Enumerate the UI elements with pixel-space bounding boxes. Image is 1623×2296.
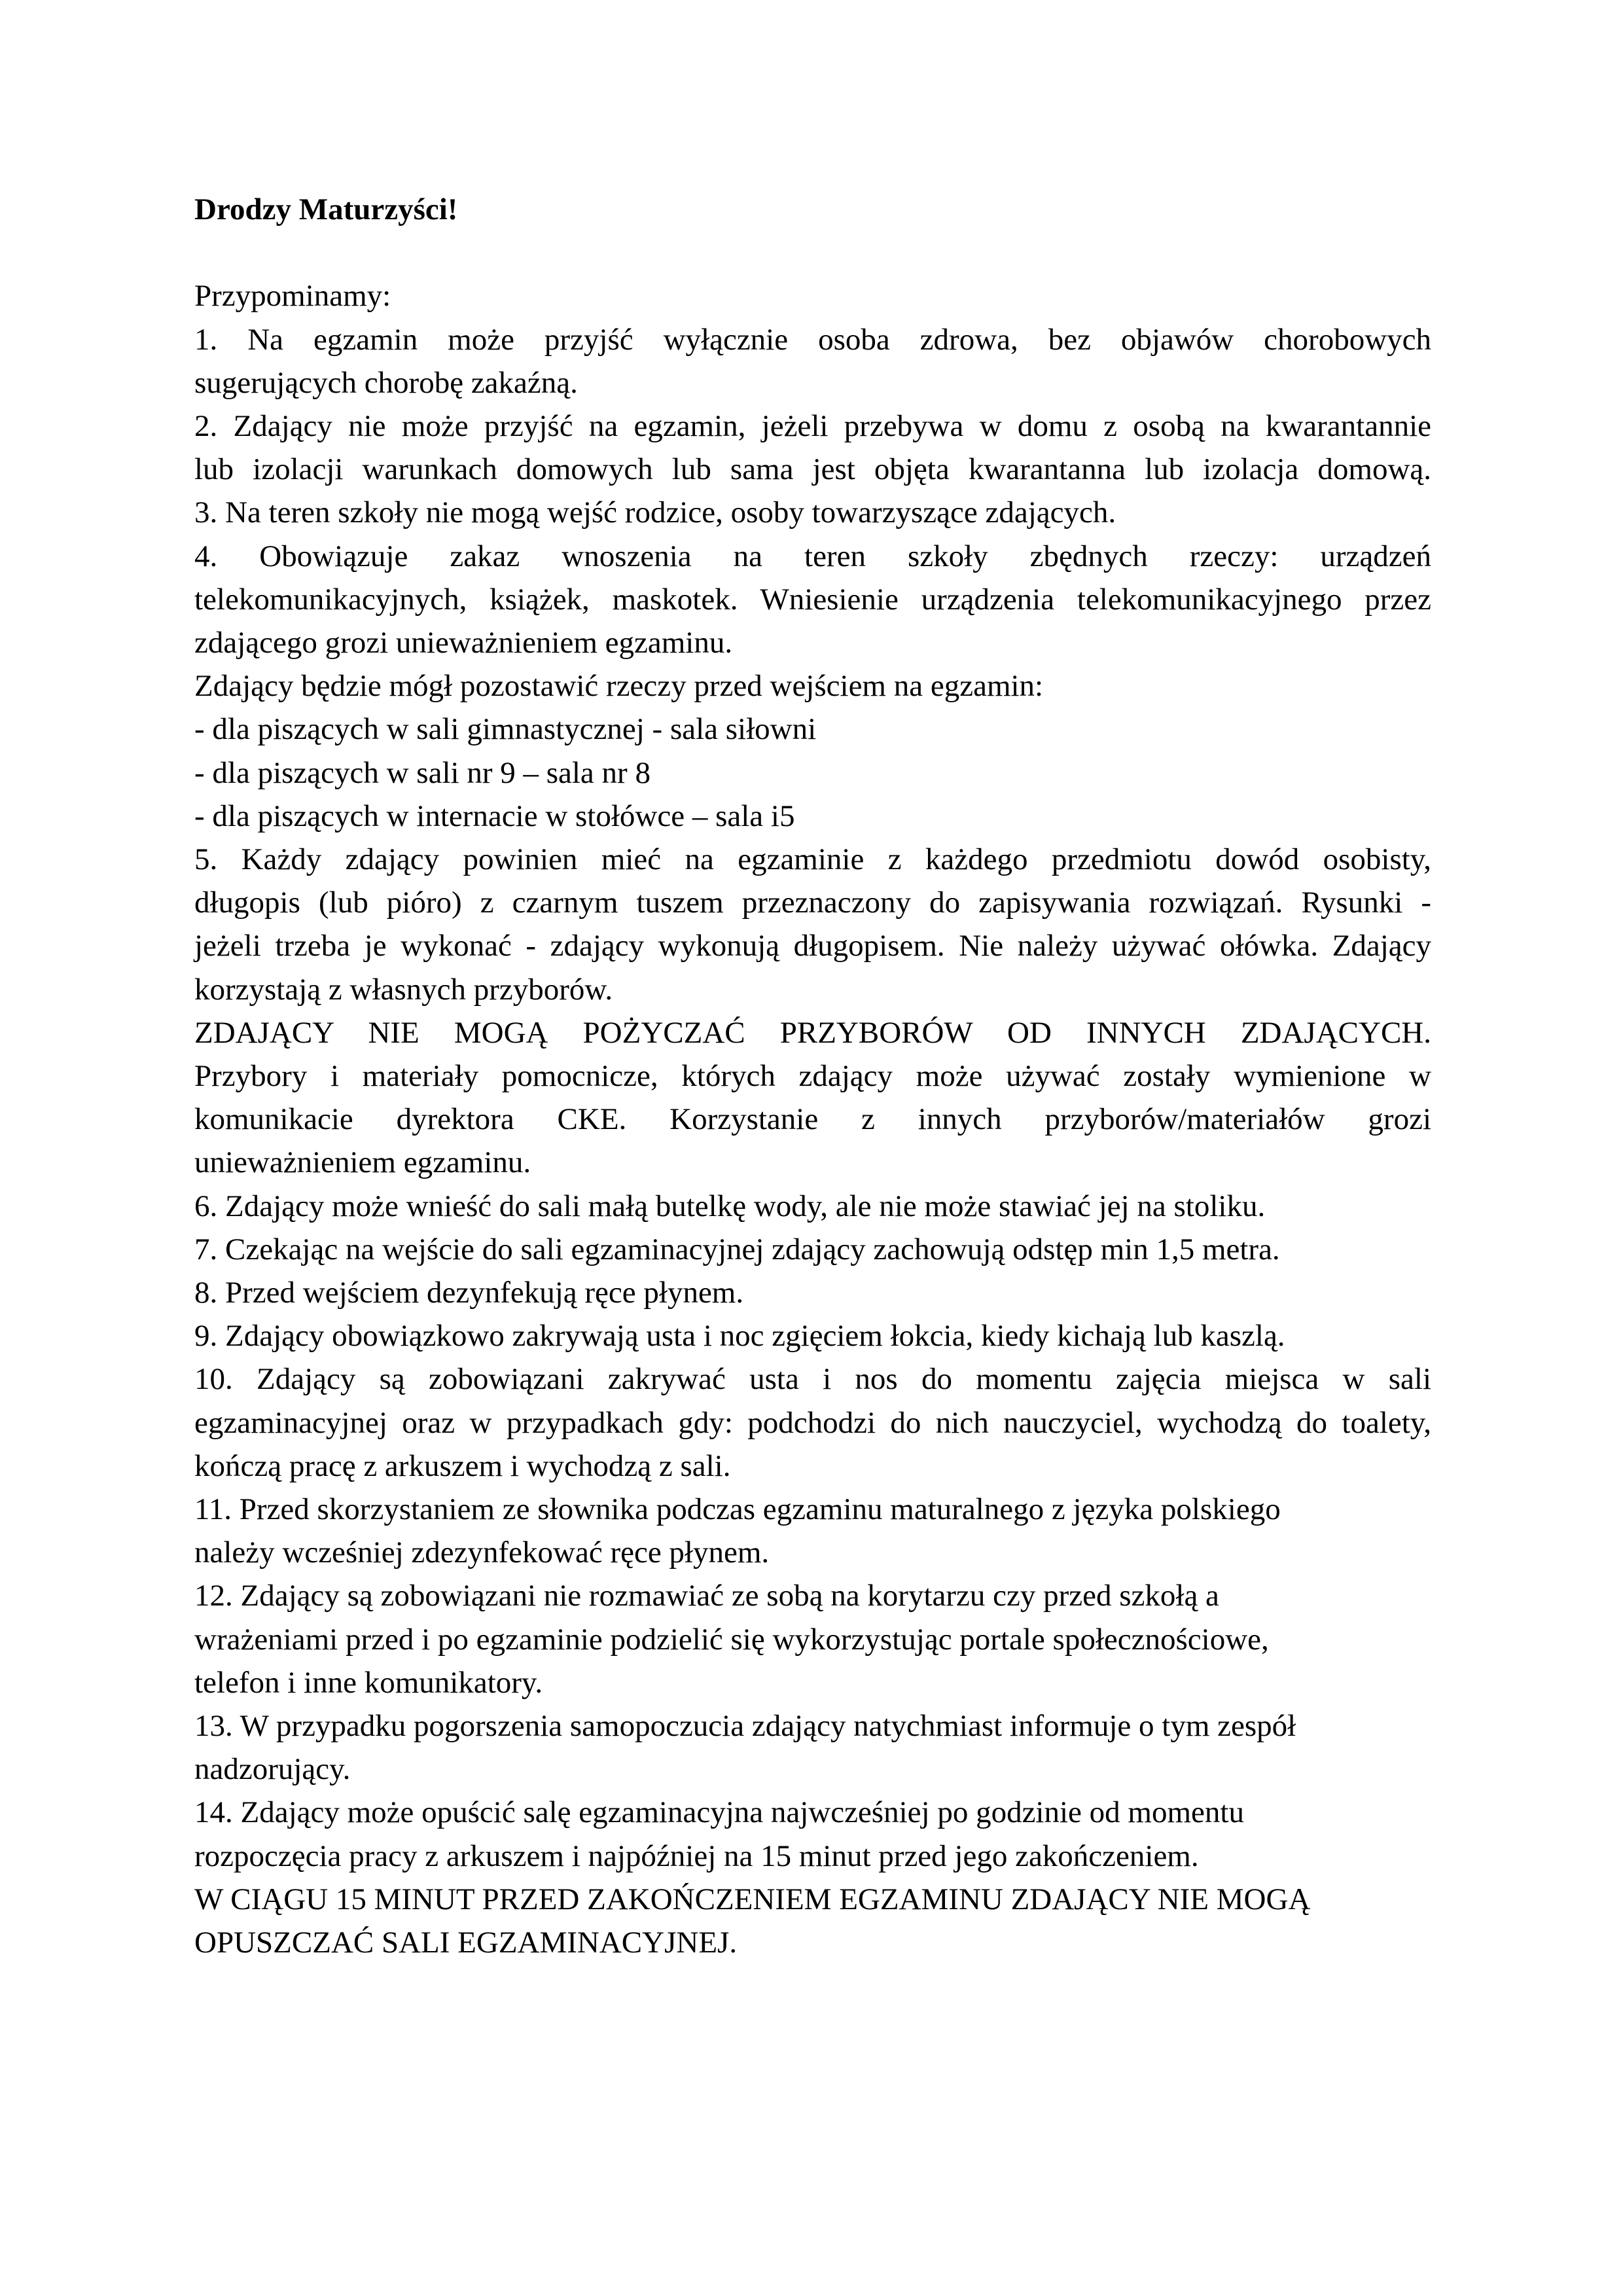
text-line: sugerujących chorobę zakaźną. xyxy=(194,365,578,400)
text-line: 13. W przypadku pogorszenia samopoczucia zdający natychmiast informuje o tym zespół xyxy=(194,1709,1296,1744)
text-line: 9. Zdający obowiązkowo zakrywają usta i noc zgięciem łokcia, kiedy kichają lub kaszlą. xyxy=(194,1319,1285,1354)
text-line: 7. Czekając na wejście do sali egzaminacyjnej zdający zachowują odstęp min 1,5 metra. xyxy=(194,1232,1280,1266)
text-line: wrażeniami przed i po egzaminie podzielić się wykorzystując portale społecznościowe, xyxy=(194,1622,1269,1657)
text-line: 8. Przed wejściem dezynfekują ręce płynem. xyxy=(194,1276,744,1310)
text-line: - dla piszących w sali gimnastycznej - sala siłowni xyxy=(194,712,817,747)
text-line: ZDAJĄCY NIE MOGĄ POŻYCZAĆ PRZYBORÓW OD INNYCH ZDAJĄCYCH. xyxy=(194,1015,1431,1050)
text-line: 6. Zdający może wnieść do sali małą butelkę wody, ale nie może stawiać jej na stoliku. xyxy=(194,1189,1266,1223)
text-line: unieważnieniem egzaminu. xyxy=(194,1145,531,1180)
text-line: jeżeli trzeba je wykonać - zdający wykonują długopisem. Nie należy używać ołówka. Zdający xyxy=(194,929,1431,963)
text-line: 4. Obowiązuje zakaz wnoszenia na teren szkoły zbędnych rzeczy: urządzeń xyxy=(194,539,1431,573)
text-line: rozpoczęcia pracy z arkuszem i najpóźniej na 15 minut przed jego zakończeniem. xyxy=(194,1839,1199,1873)
text-line: nadzorujący. xyxy=(194,1752,351,1787)
text-line: 2. Zdający nie może przyjść na egzamin, jeżeli przebywa w domu z osobą na kwarantannie xyxy=(194,408,1431,443)
text-line: - dla piszących w internacie w stołówce – sala i5 xyxy=(194,798,795,833)
text-line: należy wcześniej zdezynfekować ręce płynem. xyxy=(194,1535,770,1570)
text-line: 11. Przed skorzystaniem ze słownika podczas egzaminu maturalnego z języka polskiego xyxy=(194,1492,1281,1527)
intro-line: Przypominamy: xyxy=(194,279,391,314)
document-page xyxy=(194,188,1431,1964)
text-line: lub izolacji warunkach domowych lub sama jest objęta kwarantanna lub izolacja domową. xyxy=(194,452,1431,487)
blank-line xyxy=(194,231,1431,274)
text-line: Zdający będzie mógł pozostawić rzeczy przed wejściem na egzamin: xyxy=(194,669,1044,704)
text-line: 5. Każdy zdający powinien mieć na egzaminie z każdego przedmiotu dowód osobisty, xyxy=(194,842,1431,877)
text-line: 1. Na egzamin może przyjść wyłącznie osoba zdrowa, bez objawów chorobowych xyxy=(194,322,1431,357)
text-line: 10. Zdający są zobowiązani zakrywać usta i nos do momentu zajęcia miejsca w sali xyxy=(194,1362,1431,1397)
text-line: komunikacie dyrektora CKE. Korzystanie z innych przyborów/materiałów grozi xyxy=(194,1102,1431,1137)
text-line: egzaminacyjnej oraz w przypadkach gdy: podchodzi do nich nauczyciel, wychodzą do toalety, xyxy=(194,1405,1431,1440)
text-line: telekomunikacyjnych, książek, maskotek. Wniesienie urządzenia telekomunikacyjnego przez xyxy=(194,582,1431,617)
text-line: - dla piszących w sali nr 9 – sala nr 8 xyxy=(194,755,651,790)
text-line: korzystają z własnych przyborów. xyxy=(194,972,613,1007)
text-line: 14. Zdający może opuścić salę egzaminacyjna najwcześniej po godzinie od momentu xyxy=(194,1795,1244,1830)
text-line: długopis (lub pióro) z czarnym tuszem przeznaczony do zapisywania rozwiązań. Rysunki - xyxy=(194,886,1431,920)
document-body xyxy=(194,318,1431,1965)
text-line: 3. Na teren szkoły nie mogą wejść rodzice, osoby towarzyszące zdających. xyxy=(194,495,1116,530)
text-line: zdającego grozi unieważnieniem egzaminu. xyxy=(194,626,733,660)
document-title: Drodzy Maturzyści! xyxy=(194,192,458,226)
text-line: 12. Zdający są zobowiązani nie rozmawiać ze sobą na korytarzu czy przed szkołą a xyxy=(194,1579,1219,1613)
text-line: W CIĄGU 15 MINUT PRZED ZAKOŃCZENIEM EGZAMINU ZDAJĄCY NIE MOGĄ xyxy=(194,1882,1311,1916)
text-line: telefon i inne komunikatory. xyxy=(194,1665,543,1700)
text-line: Przybory i materiały pomocnicze, których zdający może używać zostały wymienione w xyxy=(194,1059,1431,1094)
text-line: OPUSZCZAĆ SALI EGZAMINACYJNEJ. xyxy=(194,1926,738,1960)
text-line: kończą pracę z arkuszem i wychodzą z sali. xyxy=(194,1448,731,1483)
